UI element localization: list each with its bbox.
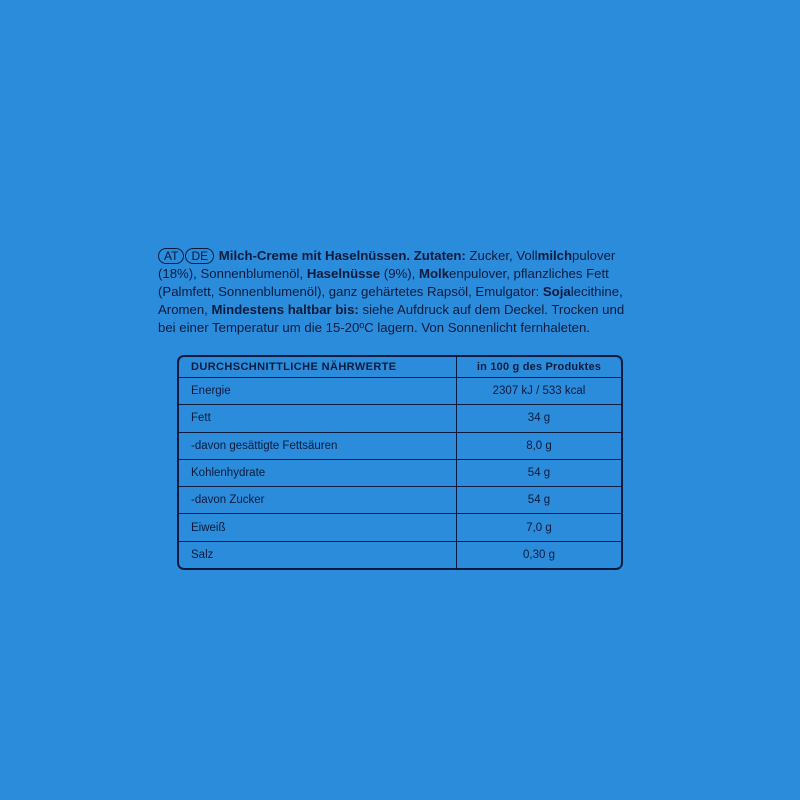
nutrient-value: 54 g	[456, 460, 621, 487]
allergen-haselnuesse: Haselnüsse	[306, 266, 381, 281]
table-row	[179, 378, 621, 405]
ingredients-part: Zucker, Voll	[465, 248, 538, 263]
zutaten-label: Zutaten:	[413, 248, 466, 263]
ingredients-part: pulover (18%), Sonnenblumenöl,	[158, 248, 616, 281]
nutrient-name: Energie	[179, 378, 456, 405]
nutrient-name: -davon Zucker	[179, 487, 456, 514]
nutrient-name: -davon gesättigte Fettsäuren	[179, 433, 456, 460]
product-name: Milch-Creme mit Haselnüssen.	[218, 248, 411, 263]
nutrition-header-right: in 100 g des Produktes	[456, 357, 621, 378]
table-row	[179, 460, 621, 487]
allergen-milch: milch	[537, 248, 573, 263]
nutrient-value: 8,0 g	[456, 433, 621, 460]
ingredients-part: siehe Aufdruck auf dem Deckel. Trocken und bei einer Temperatur um die 15-20ºC lagern. Von Sonnenlicht fernhaleten.	[158, 302, 625, 335]
nutrient-value: 34 g	[456, 405, 621, 432]
nutrient-name: Eiweiß	[179, 514, 456, 541]
nutrient-name: Kohlenhydrate	[179, 460, 456, 487]
ingredients-text	[158, 247, 638, 337]
table-row	[179, 487, 621, 514]
ingredients-part: lecithine, Aromen,	[158, 284, 623, 317]
table-row	[179, 514, 621, 541]
table-row	[179, 405, 621, 432]
ingredients-part: (9%),	[380, 266, 419, 281]
nutrition-header-left: DURCHSCHNITTLICHE NÄHRWERTE	[179, 357, 456, 378]
table-row	[179, 433, 621, 460]
country-badge-at: AT	[158, 248, 184, 264]
best-before-label: Mindestens haltbar bis:	[211, 302, 359, 317]
nutrient-name: Salz	[191, 548, 214, 561]
ingredients-part: enpulover, pflanzliches Fett (Palmfett, Sonnenblumenöl), ganz gehärtetes Rapsöl, Emulgator:	[158, 266, 609, 299]
nutrient-value: 2307 kJ / 533 kcal	[456, 378, 621, 405]
nutrition-table	[177, 355, 623, 570]
nutrient-value: 0,30 g	[456, 542, 621, 568]
nutrient-name: Fett	[179, 405, 456, 432]
allergen-soja: Soja	[542, 284, 571, 299]
country-badge-de: DE	[185, 248, 214, 264]
nutrition-header-row	[179, 357, 621, 378]
nutrient-value: 54 g	[456, 487, 621, 514]
table-row	[179, 542, 621, 568]
allergen-molk: Molk	[418, 266, 450, 281]
nutrient-value: 7,0 g	[456, 514, 621, 541]
